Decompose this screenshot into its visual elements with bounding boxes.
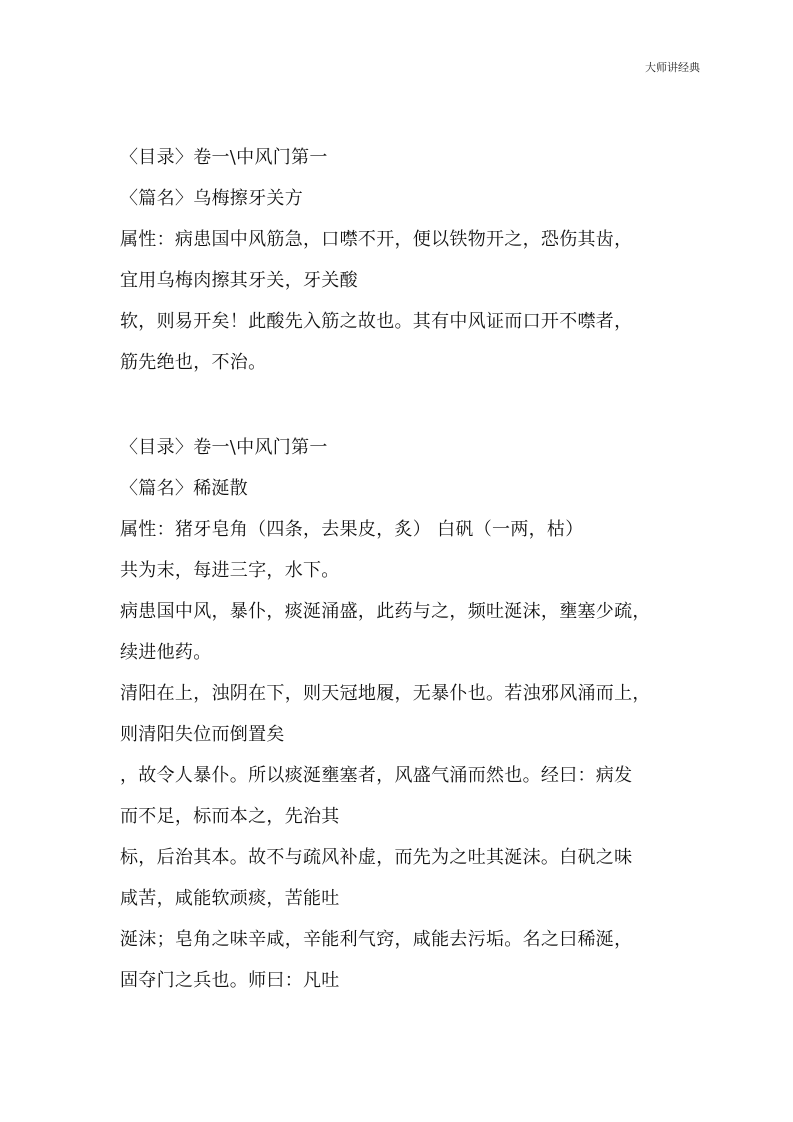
- body-line: 属性：病患国中风筋急，口噤不开，便以铁物开之，恐伤其齿，: [120, 229, 633, 250]
- page-header: 大师讲经典: [645, 61, 700, 74]
- body-line: 固夺门之兵也。师曰：凡吐: [120, 970, 340, 991]
- body-line: ，故令人暴仆。所以痰涎壅塞者，风盛气涌而然也。经曰：病发: [120, 765, 633, 786]
- body-line: 咸苦，咸能软顽痰，苦能吐: [120, 888, 340, 909]
- body-line: 属性：猪牙皂角（四条，去果皮，炙） 白矾（一两，枯）: [120, 519, 584, 540]
- toc-line: 〈目录〉卷一\中风门第一: [120, 147, 328, 168]
- title-line: 〈篇名〉稀涎散: [120, 478, 249, 499]
- body-line: 宜用乌梅肉擦其牙关，牙关酸: [120, 270, 358, 291]
- body-line: 则清阳失位而倒置矣: [120, 724, 285, 745]
- body-line: 筋先绝也，不治。: [120, 352, 267, 373]
- body-line: 涎沫；皂角之味辛咸，辛能利气窍，咸能去污垢。名之曰稀涎，: [120, 929, 633, 950]
- body-line: 标，后治其本。故不与疏风补虚，而先为之吐其涎沫。白矾之味: [120, 847, 633, 868]
- body-line: 清阳在上，浊阴在下，则天冠地履，无暴仆也。若浊邪风涌而上，: [120, 683, 651, 704]
- title-line: 〈篇名〉乌梅擦牙关方: [120, 188, 303, 209]
- body-line: 而不足，标而本之，先治其: [120, 806, 340, 827]
- body-line: 病患国中风，暴仆，痰涎涌盛，此药与之，频吐涎沫，壅塞少疏，: [120, 601, 651, 622]
- body-line: 共为末，每进三字，水下。: [120, 560, 340, 581]
- body-line: 续进他药。: [120, 642, 212, 663]
- body-line: 软，则易开矣！此酸先入筋之故也。其有中风证而口开不噤者，: [120, 311, 633, 332]
- toc-line: 〈目录〉卷一\中风门第一: [120, 437, 328, 458]
